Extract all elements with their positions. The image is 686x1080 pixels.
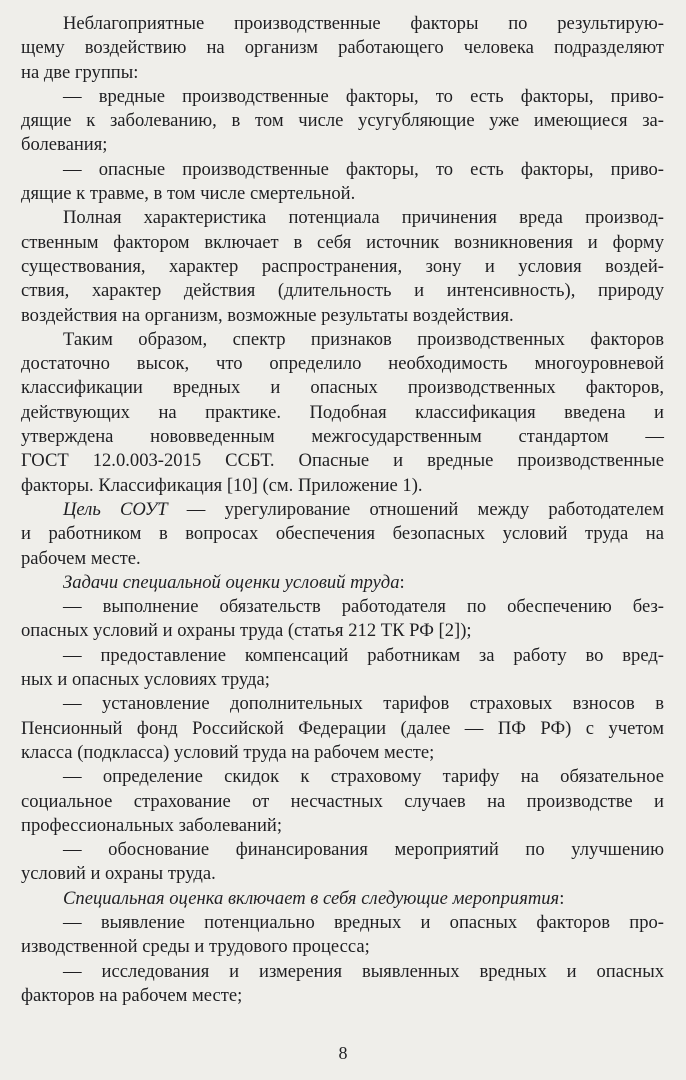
text-line xyxy=(21,887,664,911)
heading-assessment-activities xyxy=(21,887,664,911)
text-line: Таким образом, спектр признаков производственных факторов xyxy=(63,328,664,350)
list-item-identification xyxy=(21,911,664,960)
text-line: воздействия на организм, возможные результаты воздействия. xyxy=(21,304,514,326)
text-line: ных и опасных условиях труда; xyxy=(21,669,270,691)
assessment-activities-term: Специальная оценка включает в себя следующие мероприятия xyxy=(63,887,560,909)
list-item-additional-tariffs xyxy=(21,692,664,765)
body-text xyxy=(21,12,664,1008)
page-number: 8 xyxy=(338,1043,348,1063)
text-line: условий и охраны труда. xyxy=(21,863,216,885)
text-fragment: — урегулирование отношений между работодателем xyxy=(167,498,664,520)
text-line: — определение скидок к страховому тарифу на обязательное xyxy=(63,766,664,788)
list-item-employer-obligations xyxy=(21,595,664,644)
list-item-dangerous-factors xyxy=(21,158,664,207)
sout-goal-term: Цель СОУТ xyxy=(63,498,168,520)
text-line: рабочем месте. xyxy=(21,547,141,569)
text-line: — исследования и измерения выявленных вредных и опасных xyxy=(63,960,664,982)
text-line: классификации вредных и опасных производственных факторов, xyxy=(21,377,664,399)
paragraph-classification xyxy=(21,328,664,498)
list-item-measurements xyxy=(21,960,664,1009)
text-line: и работником в вопросах обеспечения безопасных условий труда на xyxy=(21,523,664,545)
text-line: — опасные производственные факторы, то есть факторы, приво- xyxy=(63,158,664,180)
text-line: на две группы: xyxy=(21,61,139,83)
text-line: — выявление потенциально вредных и опасных факторов про- xyxy=(63,911,664,933)
text-line: утверждена нововведенным межгосударственным стандартом — xyxy=(21,426,664,448)
list-item-financing xyxy=(21,838,664,887)
text-line: действующих на практике. Подобная классификация введена и xyxy=(21,401,664,423)
text-fragment: : xyxy=(399,571,405,593)
text-line: факторы. Классификация [10] (см. Приложение 1). xyxy=(21,474,423,496)
text-line: класса (подкласса) условий труда на рабочем месте; xyxy=(21,741,435,763)
text-line: профессиональных заболеваний; xyxy=(21,814,283,836)
text-line: — установление дополнительных тарифов страховых взносов в xyxy=(63,693,664,715)
paragraph-adverse-factors-intro xyxy=(21,12,664,85)
text-line: болевания; xyxy=(21,134,108,156)
paragraph-full-characteristic xyxy=(21,206,664,327)
text-line: — обоснование финансирования мероприятий по улучшению xyxy=(63,839,664,861)
text-line: ствия, характер действия (длительность и интенсивность), природу xyxy=(21,280,664,302)
text-line xyxy=(21,498,664,522)
list-item-insurance-discounts xyxy=(21,765,664,838)
text-line: опасных условий и охраны труда (статья 212 ТК РФ [2]); xyxy=(21,620,472,642)
text-fragment: : xyxy=(559,887,565,909)
text-line: — вредные производственные факторы, то есть факторы, приво- xyxy=(63,85,664,107)
text-line: дящие к заболеванию, в том числе усугубляющие уже имеющиеся за- xyxy=(21,110,664,132)
list-item-compensation xyxy=(21,644,664,693)
text-line: щему воздействию на организм работающего человека подразделяют xyxy=(21,37,664,59)
text-line: социальное страхование от несчастных случаев на производстве и xyxy=(21,790,664,812)
text-line: Неблагоприятные производственные факторы по результирую- xyxy=(63,13,664,34)
list-item-harmful-factors xyxy=(21,85,664,158)
text-line: — предоставление компенсаций работникам за работу во вред- xyxy=(63,644,664,666)
text-line: ГОСТ 12.0.003-2015 ССБТ. Опасные и вредные производственные xyxy=(21,450,664,472)
text-line: Полная характеристика потенциала причинения вреда производ- xyxy=(63,207,664,229)
assessment-tasks-term: Задачи специальной оценки условий труда xyxy=(63,571,400,593)
text-line: — выполнение обязательств работодателя по обеспечению без- xyxy=(63,596,664,618)
text-line: изводственной среды и трудового процесса; xyxy=(21,936,370,958)
text-line: дящие к травме, в том числе смертельной. xyxy=(21,183,356,205)
text-line: существования, характер распространения, зону и условия воздей- xyxy=(21,255,664,277)
heading-assessment-tasks xyxy=(21,571,664,595)
text-line: факторов на рабочем месте; xyxy=(21,984,243,1006)
text-line: ственным фактором включает в себя источник возникновения и форму xyxy=(21,231,664,253)
text-line: Пенсионный фонд Российской Федерации (далее — ПФ РФ) с учетом xyxy=(21,717,664,739)
paragraph-sout-goal xyxy=(21,498,664,571)
text-line xyxy=(21,571,664,595)
text-line: достаточно высок, что определило необходимость многоуровневой xyxy=(21,353,664,375)
